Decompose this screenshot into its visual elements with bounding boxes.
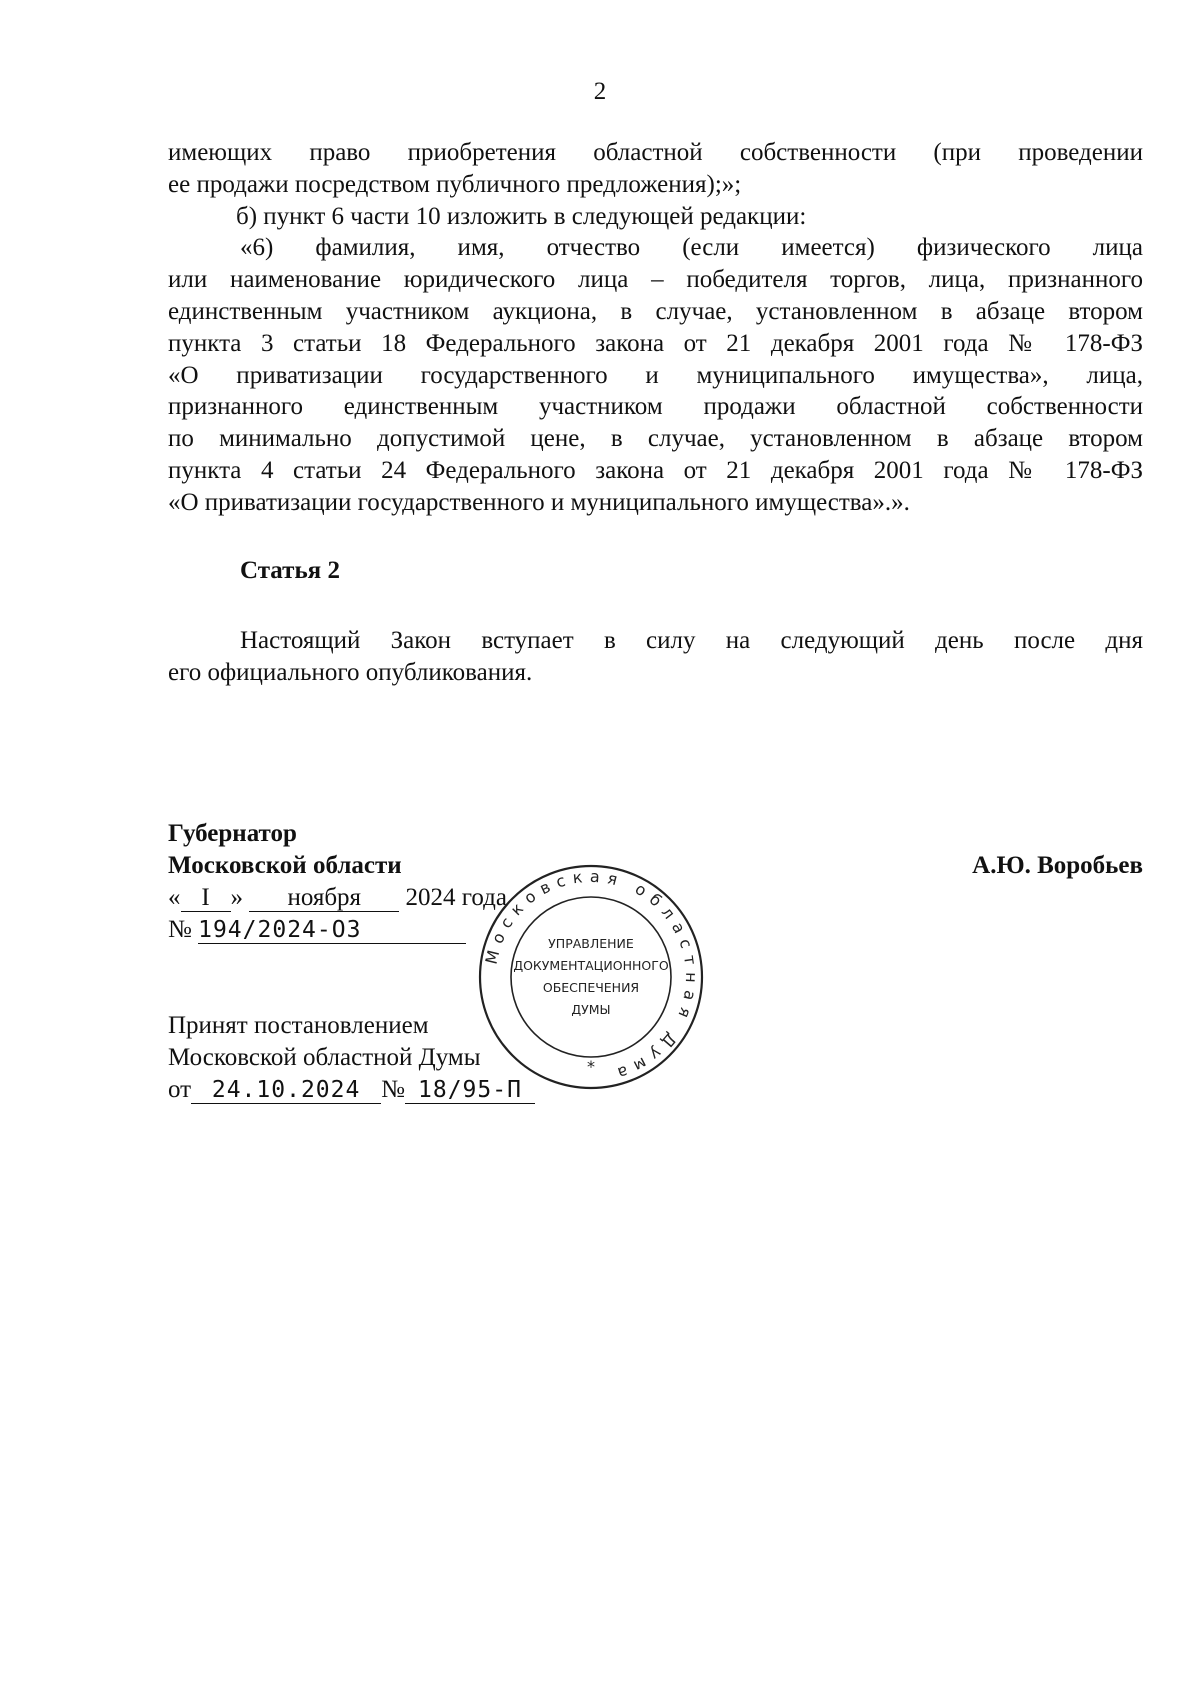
article-text	[168, 625, 1143, 689]
stamp-center-line: ДУМЫ	[571, 1002, 611, 1017]
law-number-line	[168, 914, 507, 946]
signature-block	[168, 818, 507, 946]
stamp-ring-text: Московская областная Дума	[481, 866, 702, 1085]
signatory-region: Московской области	[168, 852, 402, 879]
quote-open: «	[168, 884, 181, 911]
adoption-line: Принят постановлением	[168, 1012, 429, 1039]
year-suffix: года	[461, 884, 507, 911]
amendment-text	[168, 137, 1143, 519]
text-line: пункта 4 статьи 24 Федерального закона от 21 декабря 2001 года № 178-ФЗ	[168, 456, 1143, 484]
stamp-inner-ring	[511, 897, 671, 1057]
text-line: «О приватизации государственного и муниципального имущества».».	[168, 488, 910, 516]
official-stamp	[476, 862, 706, 1092]
stamp-center-line: УПРАВЛЕНИЕ	[548, 936, 634, 951]
adoption-number: 18/95-П	[405, 1077, 535, 1104]
signing-month: ноября	[249, 885, 399, 912]
signing-day: I	[181, 885, 231, 912]
text-line: имеющих право приобретения областной собственности (при проведении	[168, 139, 1143, 166]
text-line: пункта 3 статьи 18 Федерального закона от 21 декабря 2001 года № 178-ФЗ	[168, 329, 1143, 357]
text-line: или наименование юридического лица – победителя торгов, лица, признанного	[168, 266, 1143, 294]
stamp-center-line: ДОКУМЕНТАЦИОННОГО	[513, 958, 669, 973]
text-line: признанного единственным участником продажи областной собственности	[168, 393, 1143, 421]
text-line: б) пункт 6 части 10 изложить в следующей редакции:	[236, 202, 807, 230]
number-sign: №	[168, 916, 192, 943]
signing-date	[168, 882, 507, 914]
text-line: «О приватизации государственного и муниципального имущества», лица,	[168, 361, 1143, 389]
article-heading: Статья 2	[240, 557, 340, 584]
governor-name: А.Ю. Воробьев	[972, 852, 1143, 879]
text-line: его официального опубликования.	[168, 658, 533, 686]
quote-close: »	[230, 884, 243, 911]
stamp-center-line: ОБЕСПЕЧЕНИЯ	[542, 980, 640, 995]
from-label: от	[168, 1076, 192, 1103]
signatory-title: Губернатор	[168, 820, 297, 847]
signing-year: 2024	[405, 884, 456, 911]
adoption-date: 24.10.2024	[191, 1077, 381, 1104]
text-line: по минимально допустимой цене, в случае, установленном в абзаце втором	[168, 425, 1143, 453]
stamp-star: *	[587, 1057, 595, 1076]
text-line: Настоящий Закон вступает в силу на следующий день после дня	[240, 627, 1143, 654]
text-line: ее продажи посредством публичного предложения);»;	[168, 170, 742, 198]
text-line: «6) фамилия, имя, отчество (если имеется) физического лица	[240, 234, 1143, 262]
text-line: единственным участником аукциона, в случае, установленном в абзаце втором	[168, 297, 1143, 325]
number-sign: №	[381, 1076, 405, 1103]
law-number: 194/2024-ОЗ	[198, 917, 466, 944]
page-number: 2	[593, 78, 607, 105]
adoption-body: Московской областной Думы	[168, 1044, 481, 1071]
